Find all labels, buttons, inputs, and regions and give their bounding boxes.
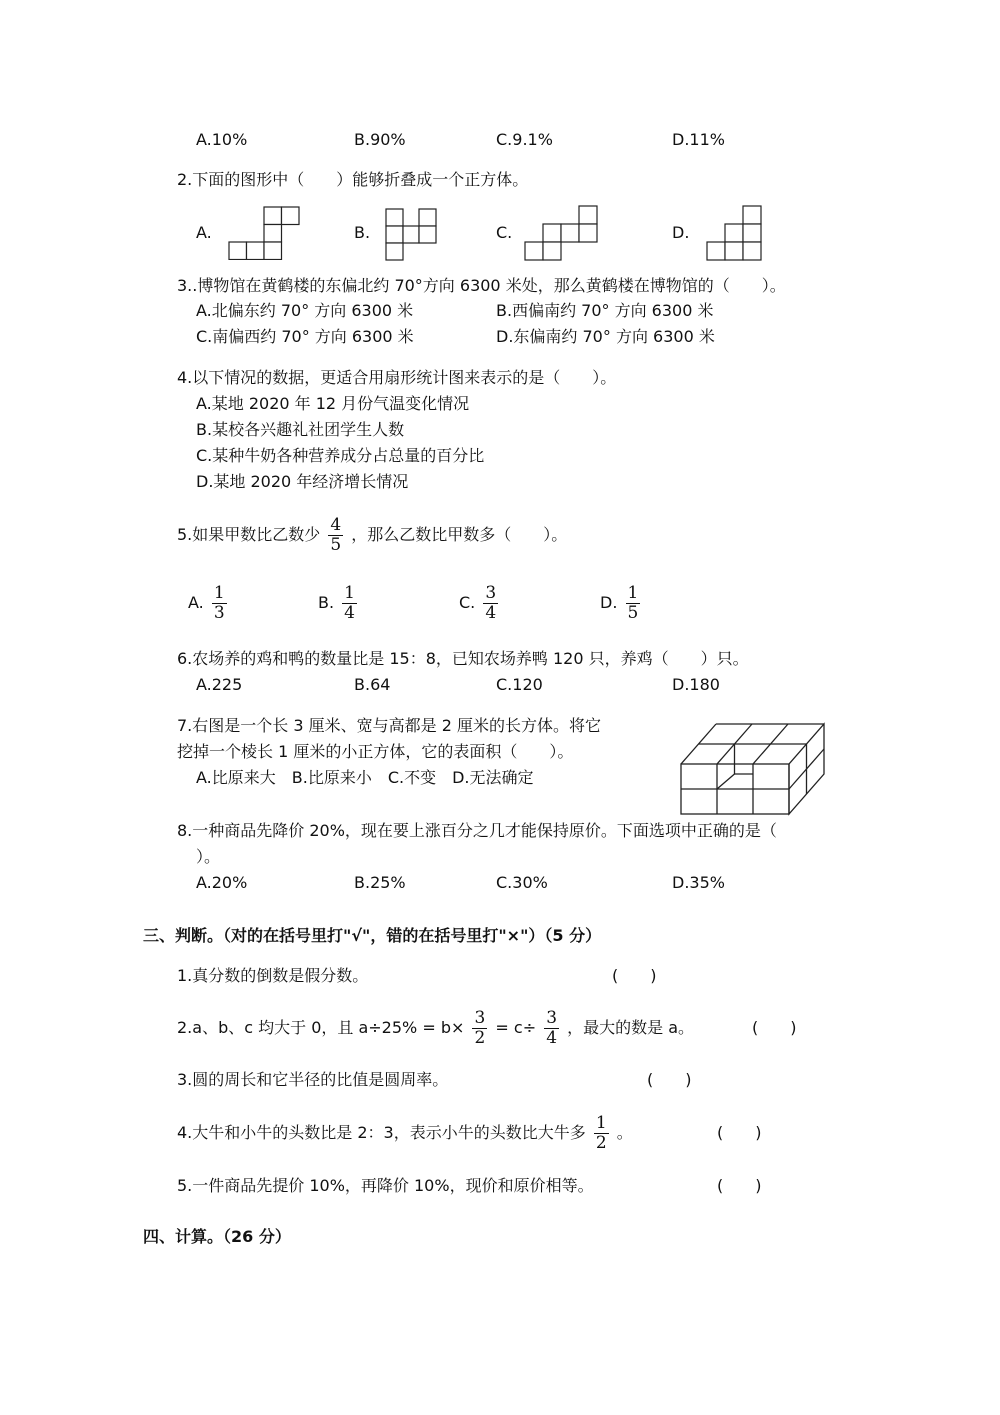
q5-option-b bbox=[318, 583, 360, 623]
q5-option-c-frac bbox=[483, 585, 498, 622]
q5-fraction-num: 4 bbox=[330, 515, 342, 535]
judge-2-frac1-num: 3 bbox=[474, 1008, 486, 1028]
judge-2-frac2-den: 4 bbox=[546, 1028, 558, 1048]
judge-4-after: 。 bbox=[616, 1123, 633, 1142]
q4-option-d: D.某地 2020 年经济增长情况 bbox=[196, 472, 409, 491]
judge-5: 5.一件商品先提价 10%，再降价 10%，现价和原价相等。 bbox=[177, 1176, 594, 1195]
q1-option-b: B.90% bbox=[354, 130, 406, 149]
q4-stem: 4.以下情况的数据，更适合用扇形统计图来表示的是（ ）。 bbox=[177, 368, 617, 387]
judge-4-before: 4.大牛和小牛的头数比是 2：3，表示小牛的头数比大牛多 bbox=[177, 1123, 586, 1142]
q8-option-b: B.25% bbox=[354, 873, 406, 892]
q7-options: A.比原来大 B.比原来小 C.不变 D.无法确定 bbox=[196, 768, 534, 787]
q4-option-a: A.某地 2020 年 12 月份气温变化情况 bbox=[196, 394, 470, 413]
q5-option-c-num: 3 bbox=[485, 583, 497, 603]
judge-4 bbox=[177, 1113, 633, 1153]
judge-2-frac2-num: 3 bbox=[546, 1008, 558, 1028]
q5-option-c bbox=[459, 583, 501, 623]
q5-option-d-num: 1 bbox=[627, 583, 639, 603]
cube-net-c bbox=[522, 205, 598, 261]
q8-option-d: D.35% bbox=[672, 873, 725, 892]
judge-1: 1.真分数的倒数是假分数。 bbox=[177, 966, 369, 985]
q5-option-b-den: 4 bbox=[344, 603, 355, 623]
q3-option-b: B.西偏南约 70° 方向 6300 米 bbox=[496, 301, 714, 320]
cube-net-d bbox=[705, 205, 763, 261]
q8-option-a: A.20% bbox=[196, 873, 248, 892]
q7-stem-line2: 挖掉一个棱长 1 厘米的小正方体，它的表面积（ ）。 bbox=[177, 742, 574, 761]
q4-option-c: C.某种牛奶各种营养成分占总量的百分比 bbox=[196, 446, 485, 465]
judge-2-after: ，最大的数是 a。 bbox=[567, 1018, 695, 1037]
q8-stem-line2: ）。 bbox=[196, 847, 221, 866]
q1-option-c: C.9.1% bbox=[496, 130, 553, 149]
q3-option-a: A.北偏东约 70° 方向 6300 米 bbox=[196, 301, 414, 320]
q5-option-c-den: 4 bbox=[485, 603, 497, 623]
judge-3: 3.圆的周长和它半径的比值是圆周率。 bbox=[177, 1070, 449, 1089]
q5-option-a-den: 3 bbox=[213, 603, 225, 623]
judge-4-bracket[interactable]: ( ) bbox=[717, 1123, 762, 1142]
judge-4-frac-num: 1 bbox=[595, 1113, 607, 1133]
q5-option-b-num: 1 bbox=[344, 583, 355, 603]
judge-3-bracket[interactable]: ( ) bbox=[647, 1070, 692, 1089]
q5-option-b-frac bbox=[342, 585, 357, 622]
q5-option-a-num: 1 bbox=[213, 583, 225, 603]
q2-stem: 2.下面的图形中（ ）能够折叠成一个正方体。 bbox=[177, 170, 529, 189]
q8-stem-line1: 8.一种商品先降价 20%，现在要上涨百分之几才能保持原价。下面选项中正确的是（ bbox=[177, 821, 777, 840]
judge-5-bracket[interactable]: ( ) bbox=[717, 1176, 762, 1195]
q5-option-d-den: 5 bbox=[627, 603, 639, 623]
q5-option-d-label: D. bbox=[600, 593, 618, 612]
q1-option-d: D.11% bbox=[672, 130, 725, 149]
q6-option-c: C.120 bbox=[496, 675, 543, 694]
cuboid-figure bbox=[676, 718, 832, 818]
judge-2-before: 2.a、b、c 均大于 0，且 a÷25% = b× bbox=[177, 1018, 465, 1037]
q2-label-a: A. bbox=[196, 223, 212, 242]
cube-net-a bbox=[228, 206, 302, 260]
judge-4-frac-den: 2 bbox=[595, 1133, 607, 1153]
judge-2-bracket[interactable]: ( ) bbox=[752, 1018, 797, 1037]
judge-2-frac1-den: 2 bbox=[474, 1028, 486, 1048]
q5-option-d-frac bbox=[626, 585, 641, 622]
judge-2-mid: = c÷ bbox=[495, 1018, 537, 1037]
q3-option-c: C.南偏西约 70° 方向 6300 米 bbox=[196, 327, 414, 346]
q6-stem: 6.农场养的鸡和鸭的数量比是 15：8，已知农场养鸭 120 只，养鸡（ ）只。 bbox=[177, 649, 749, 668]
q1-option-a: A.10% bbox=[196, 130, 248, 149]
q3-option-d: D.东偏南约 70° 方向 6300 米 bbox=[496, 327, 715, 346]
q5-stem-after: ，那么乙数比甲数多（ ）。 bbox=[351, 525, 568, 544]
q5-stem bbox=[177, 515, 567, 555]
q5-option-d bbox=[600, 583, 643, 623]
q2-label-d: D. bbox=[672, 223, 690, 242]
q4-option-b: B.某校各兴趣礼社团学生人数 bbox=[196, 420, 405, 439]
section3-title: 三、判断。（对的在括号里打"√"，错的在括号里打"×"）（5 分） bbox=[143, 926, 602, 945]
cube-net-b bbox=[385, 208, 437, 262]
q5-stem-before: 5.如果甲数比乙数少 bbox=[177, 525, 321, 544]
q2-label-b: B. bbox=[354, 223, 371, 242]
q5-option-a bbox=[188, 583, 230, 623]
judge-4-frac bbox=[594, 1115, 609, 1152]
section4-title: 四、计算。（26 分） bbox=[143, 1227, 291, 1246]
judge-2-frac2 bbox=[544, 1010, 559, 1047]
q5-option-b-label: B. bbox=[318, 593, 335, 612]
q7-stem-line1: 7.右图是一个长 3 厘米、宽与高都是 2 厘米的长方体。将它 bbox=[177, 716, 601, 735]
judge-1-bracket[interactable]: ( ) bbox=[612, 966, 657, 985]
judge-2 bbox=[177, 1008, 694, 1048]
q5-option-a-frac bbox=[212, 585, 227, 622]
q5-fraction-den: 5 bbox=[330, 535, 342, 555]
q5-option-a-label: A. bbox=[188, 593, 204, 612]
q5-option-c-label: C. bbox=[459, 593, 476, 612]
q3-stem: 3..博物馆在黄鹤楼的东偏北约 70°方向 6300 米处，那么黄鹤楼在博物馆的（ ）。 bbox=[177, 276, 786, 295]
q2-label-c: C. bbox=[496, 223, 513, 242]
q6-option-a: A.225 bbox=[196, 675, 243, 694]
q6-option-d: D.180 bbox=[672, 675, 720, 694]
q8-option-c: C.30% bbox=[496, 873, 548, 892]
q5-fraction bbox=[328, 517, 343, 554]
q6-option-b: B.64 bbox=[354, 675, 391, 694]
judge-2-frac1 bbox=[472, 1010, 487, 1047]
